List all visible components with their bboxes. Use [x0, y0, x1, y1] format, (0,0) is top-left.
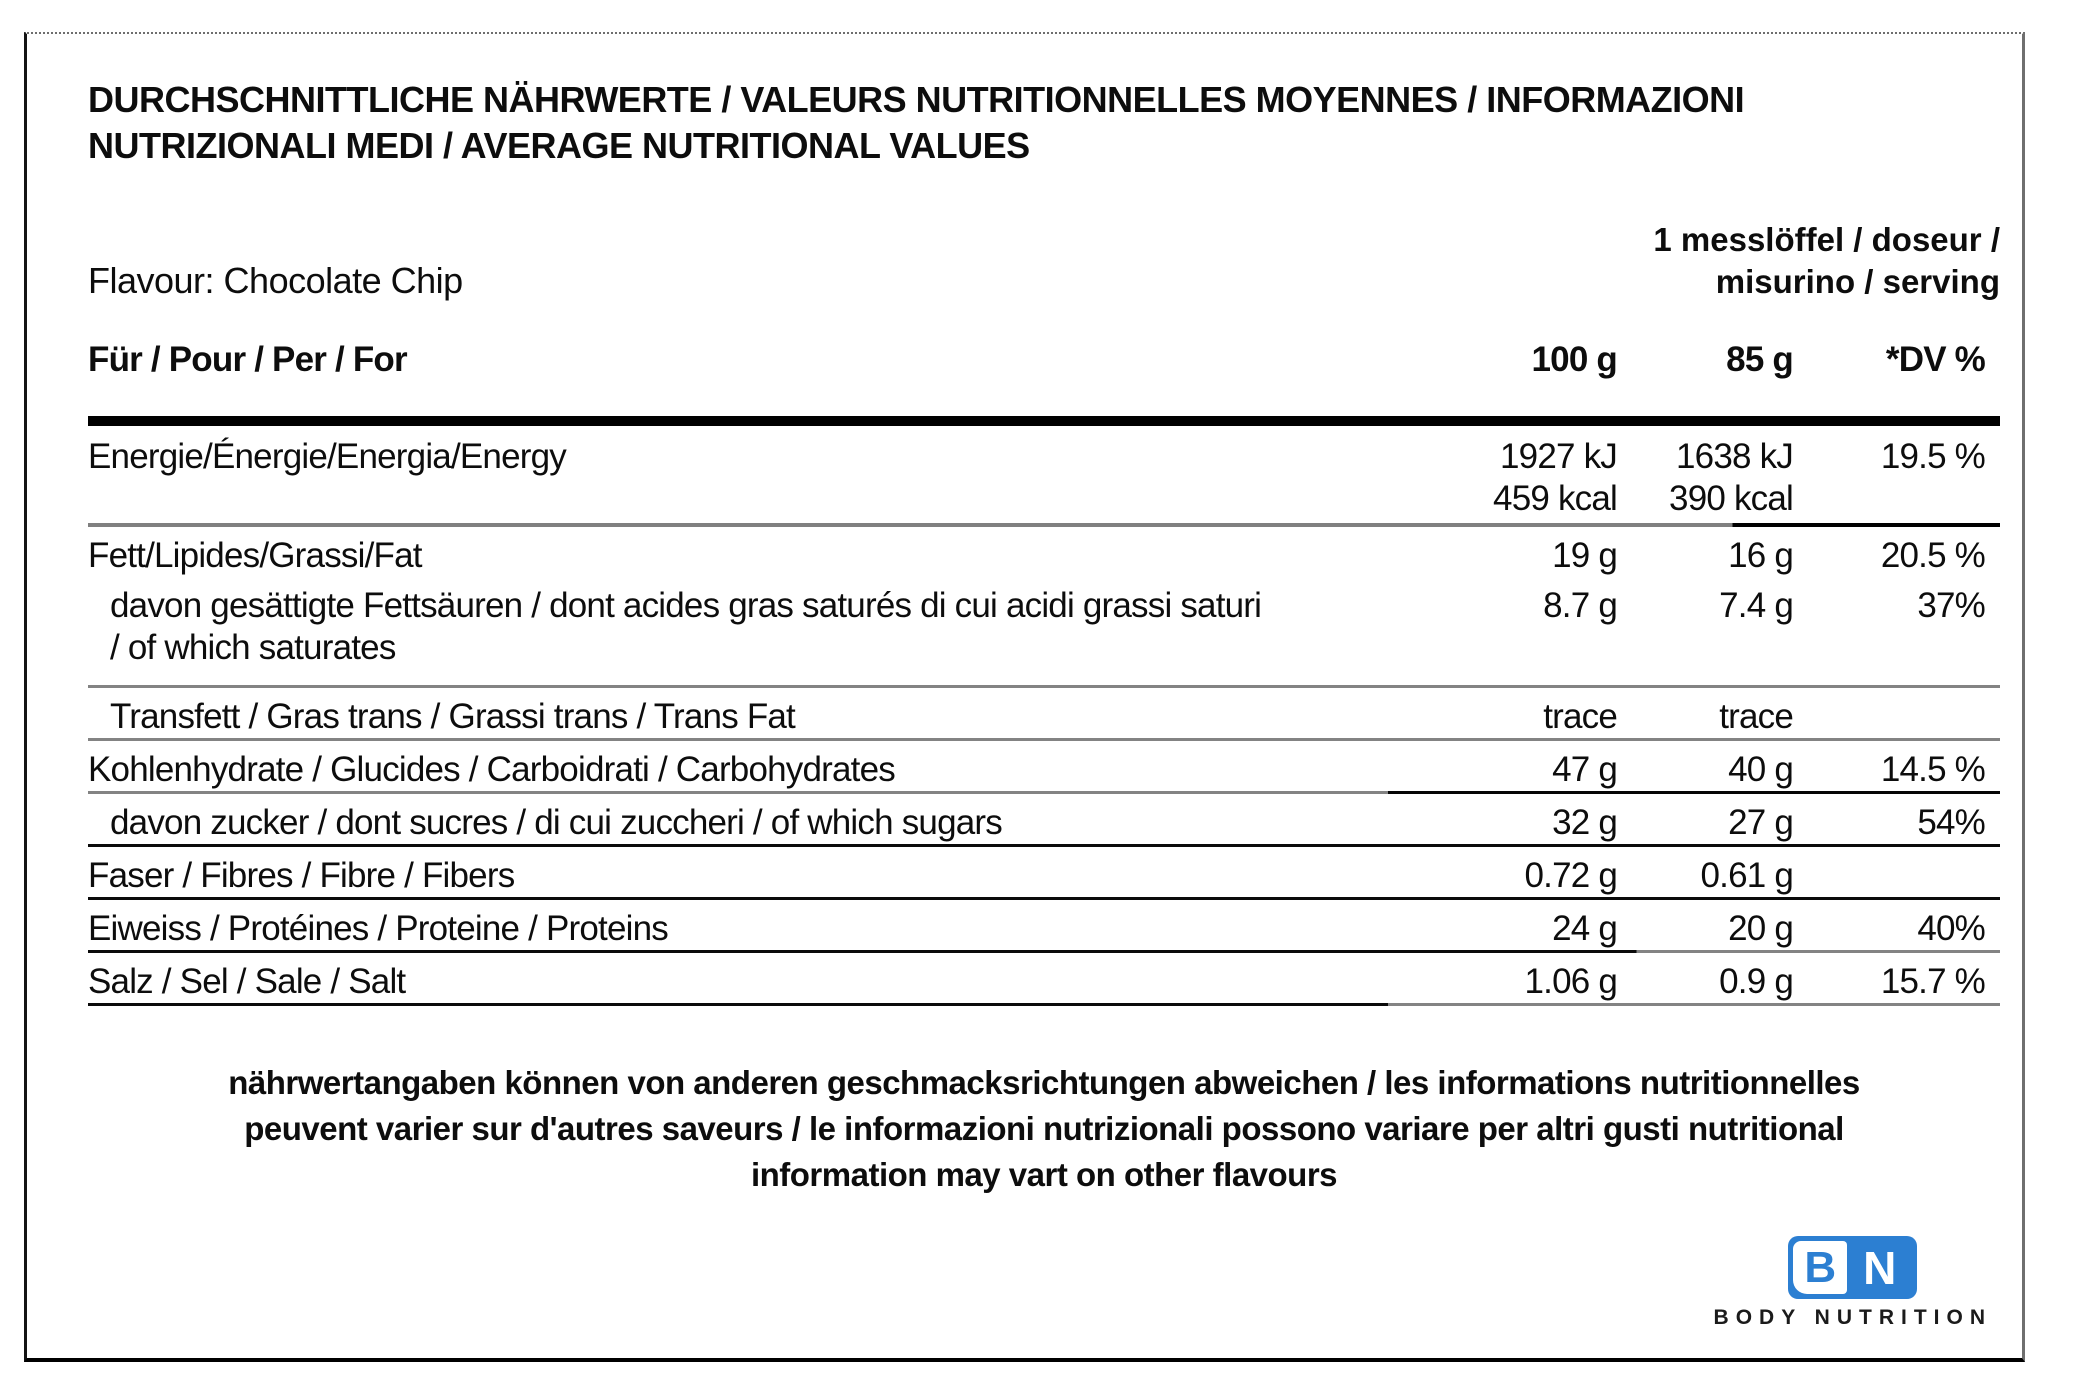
table-row-fibers [88, 847, 2000, 897]
row-divider [88, 1003, 2000, 1006]
row-value-dv: 15.7 % [1880, 962, 1985, 1001]
row-value-100g: 47 g [1552, 750, 1617, 789]
header-col-85g: 85 g [1726, 340, 1793, 379]
row-value-dv: 19.5 % [1880, 437, 1985, 476]
nutrition-label-page [24, 32, 2025, 1362]
row-value-85g: 7.4 g [1719, 586, 1793, 625]
row-value-85g: 16 g [1728, 536, 1793, 575]
row-value-100g: 1.06 g [1524, 962, 1617, 1001]
row-label: Salz / Sel / Sale / Salt [88, 962, 406, 1001]
disclaimer-line-3: information may vart on other flavours [750, 1156, 1338, 1193]
row-label-line-1: davon gesättigte Fettsäuren / dont acides gras saturés di cui acidi grassi saturi [110, 586, 1262, 625]
header-col-100g: 100 g [1531, 340, 1617, 379]
flavour-variation-disclaimer [88, 1060, 2000, 1198]
table-row-salt [88, 953, 2000, 1003]
row-value-85g: 40 g [1728, 750, 1793, 789]
body-nutrition-logo [1714, 1236, 1992, 1330]
table-row-energy-kj [88, 426, 2000, 478]
row-value-dv: 37% [1917, 586, 1985, 625]
row-value-85g: 1638 kJ [1676, 437, 1793, 476]
row-value-dv: 20.5 % [1880, 536, 1985, 575]
serving-size-note [1653, 219, 2000, 303]
brand-name-text: BODY NUTRITION [1713, 1306, 1992, 1329]
disclaimer-line-1: nährwertangaben können von anderen geschmacksrichtungen abweichen / les informations nutritionnelles [228, 1064, 1860, 1101]
serving-note-line-1: 1 messlöffel / doseur / [1653, 221, 2000, 258]
row-value-dv: 40% [1917, 909, 1985, 948]
bn-logo-mark [1788, 1236, 1917, 1299]
page-title [88, 77, 2000, 169]
table-row-saturates [88, 577, 2000, 685]
row-label: Eiweiss / Protéines / Proteine / Proteins [88, 909, 668, 948]
flavour-serving-row [88, 219, 2000, 303]
row-label [88, 585, 1460, 669]
table-header-row [88, 339, 2000, 416]
row-label: davon zucker / dont sucres / di cui zuccheri / of which sugars [110, 803, 1002, 842]
table-row-sugars [88, 794, 2000, 844]
row-value-dv: 54% [1917, 803, 1985, 842]
header-col-dv: *DV % [1885, 340, 1985, 379]
table-row-energy-kcal [88, 478, 2000, 523]
row-value-85g: 390 kcal [1669, 479, 1793, 518]
row-value-100g: 8.7 g [1543, 586, 1617, 625]
header-divider [88, 416, 2000, 426]
page-title-line-1: DURCHSCHNITTLICHE NÄHRWERTE / VALEURS NUTRITIONNELLES MOYENNES / INFORMAZIONI [88, 79, 1745, 120]
row-label: Kohlenhydrate / Glucides / Carboidrati / Carbohydrates [88, 750, 895, 789]
row-value-100g: 24 g [1552, 909, 1617, 948]
row-value-100g: 32 g [1552, 803, 1617, 842]
header-label: Für / Pour / Per / For [88, 340, 407, 379]
row-value-dv: 14.5 % [1880, 750, 1985, 789]
row-value-85g: 20 g [1728, 909, 1793, 948]
disclaimer-line-2: peuvent varier sur d'autres saveurs / le informazioni nutrizionali possono variare per altri gusti nutritional [244, 1110, 1844, 1147]
serving-note-line-2: misurino / serving [1715, 263, 2000, 300]
row-value-100g: 459 kcal [1493, 479, 1617, 518]
page-title-line-2: NUTRIZIONALI MEDI / AVERAGE NUTRITIONAL VALUES [88, 125, 1030, 166]
table-row-trans-fat [88, 688, 2000, 738]
row-label: Faser / Fibres / Fibre / Fibers [88, 856, 515, 895]
row-label: Fett/Lipides/Grassi/Fat [88, 536, 422, 575]
bn-logo-letter-b: B [1793, 1241, 1847, 1294]
row-value-85g: trace [1719, 697, 1793, 736]
row-value-85g: 0.61 g [1700, 856, 1793, 895]
row-value-85g: 0.9 g [1719, 962, 1793, 1001]
table-row-fat [88, 527, 2000, 577]
row-label: Transfett / Gras trans / Grassi trans / Trans Fat [110, 697, 795, 736]
bn-logo-letter-n: N [1863, 1241, 1897, 1294]
row-value-100g: 0.72 g [1524, 856, 1617, 895]
row-value-100g: trace [1543, 697, 1617, 736]
row-value-100g: 1927 kJ [1500, 437, 1617, 476]
row-label-line-2: / of which saturates [110, 628, 396, 667]
row-value-85g: 27 g [1728, 803, 1793, 842]
nutrition-table [88, 339, 2000, 1006]
row-label: Energie/Énergie/Energia/Energy [88, 437, 566, 476]
table-row-proteins [88, 900, 2000, 950]
flavour-label: Flavour: Chocolate Chip [88, 260, 463, 301]
row-value-100g: 19 g [1552, 536, 1617, 575]
table-row-carbohydrates [88, 741, 2000, 791]
